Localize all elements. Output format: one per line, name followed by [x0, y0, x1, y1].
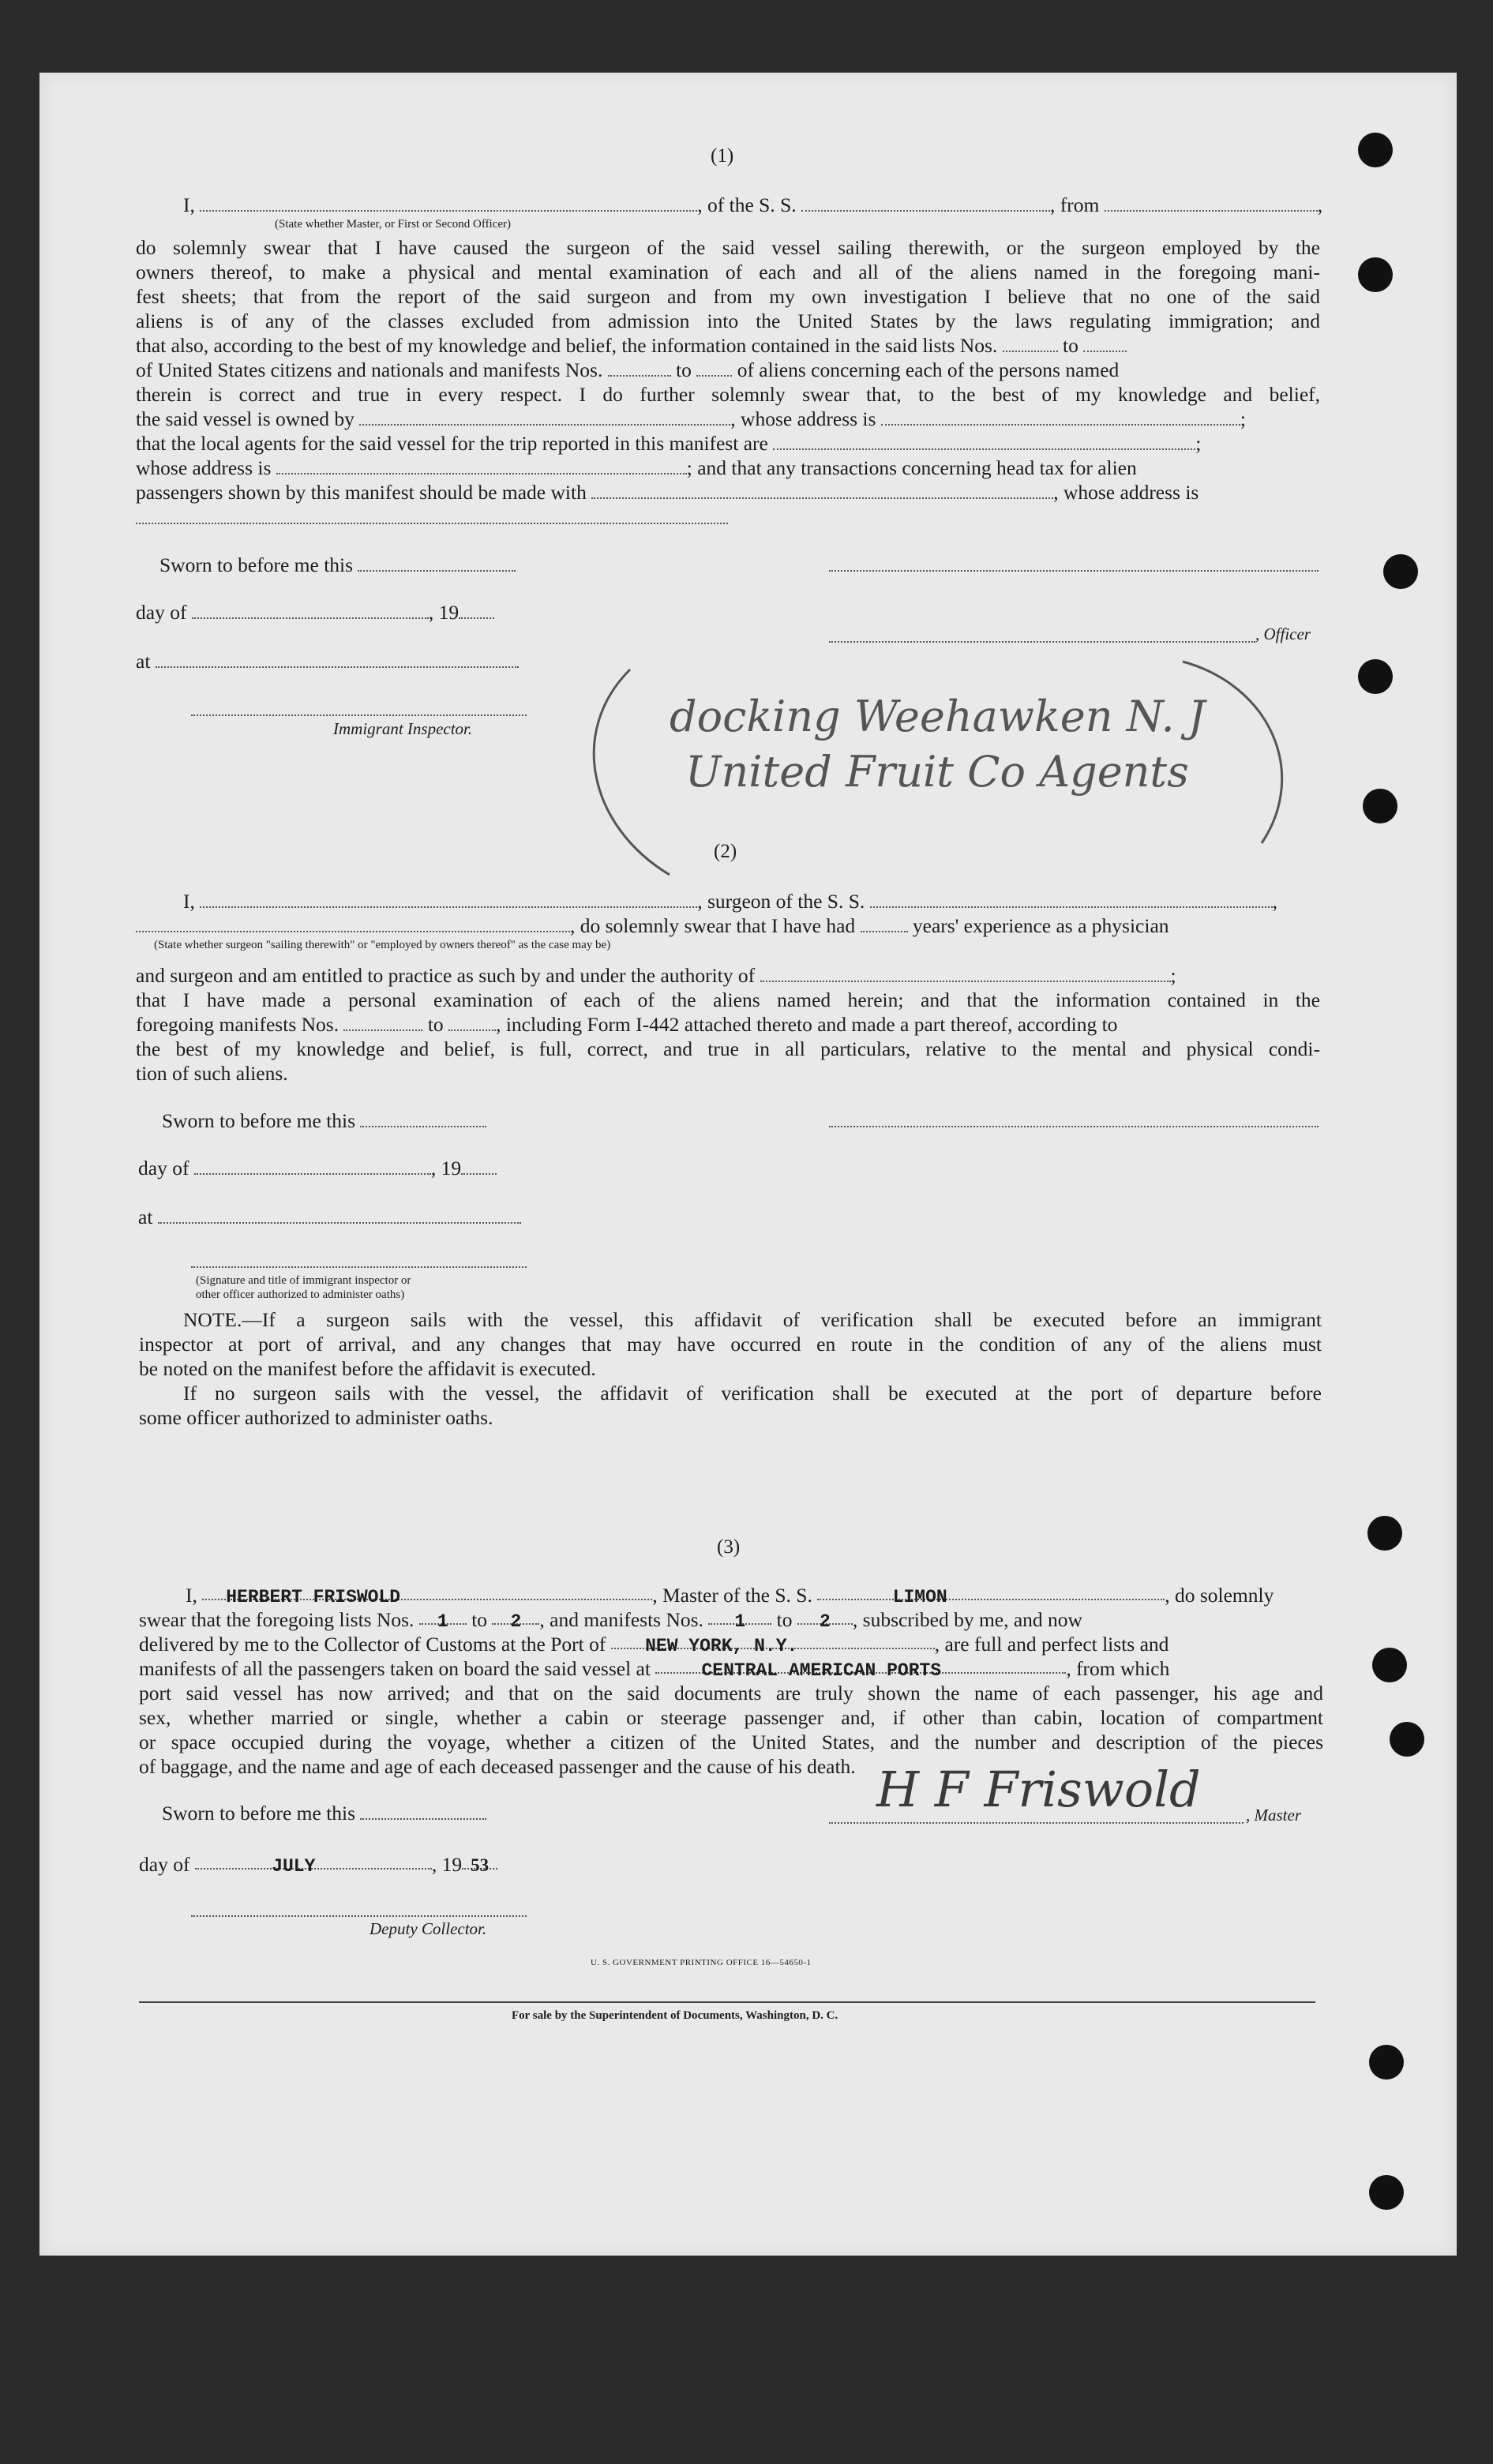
- s2-para-line: the best of my knowledge and belief, is full, correct, and true in all particulars, relative to the mental and physical condi-: [136, 1037, 1320, 1060]
- s1-officer-rule-top: [829, 570, 1319, 572]
- s3-line-2: swear that the foregoing lists Nos. 1 to 2 , and manifests Nos. 1 to 2 , subscribed by me, and now: [139, 1607, 1323, 1632]
- s3-dayof: day of JULY , 19 53: [139, 1852, 497, 1877]
- s1-inspector-rule: [191, 714, 527, 716]
- s2-sig-caption-1: (Signature and title of immigrant inspector or: [196, 1274, 411, 1287]
- list-from-value: 1: [437, 1611, 448, 1632]
- punch-hole: [1358, 257, 1393, 292]
- s3-para-line: sex, whether married or single, whether a cabin or steerage passenger and, if other than cabin, location of compartment: [139, 1706, 1323, 1729]
- deputy-collector-label: Deputy Collector.: [369, 1919, 487, 1938]
- section-1-number: (1): [711, 145, 734, 167]
- s2-para-line: that I have made a personal examination of each of the aliens named herein; and that the information contained in the: [136, 988, 1320, 1011]
- master-name-value: HERBERT FRISWOLD: [226, 1587, 401, 1607]
- s1-para-line: do solemnly swear that I have caused the surgeon of the said vessel sailing therewith, or the surgeon employed by the: [136, 236, 1320, 259]
- punch-hole: [1390, 1722, 1424, 1757]
- s1-para-line: therein is correct and true in every respect. I do further solemnly swear that, to the best of my knowledge and belief,: [136, 383, 1320, 406]
- s3-sworn: Sworn to before me this: [162, 1801, 486, 1825]
- note-line: If no surgeon sails with the vessel, the affidavit of verification shall be executed at the port of departure before: [183, 1382, 1322, 1405]
- master-signature: H F Friswold: [876, 1761, 1201, 1818]
- s2-line-1: I, , surgeon of the S. S. ,: [183, 890, 1278, 913]
- s1-para-line: aliens is of any of the classes excluded from admission into the United States by the laws regulating immigration; and: [136, 309, 1320, 332]
- port-value: NEW YORK, N.Y.: [645, 1636, 798, 1656]
- s1-sworn: Sworn to before me this: [159, 553, 516, 577]
- sale-notice: For sale by the Superintendent of Documents, Washington, D. C.: [512, 2009, 838, 2022]
- note-line: be noted on the manifest before the affidavit is executed.: [139, 1357, 596, 1380]
- s3-para-line: of baggage, and the name and age of each deceased passenger and the cause of his death.: [139, 1755, 856, 1778]
- s1-caption: (State whether Master, or First or Second Officer): [275, 218, 512, 231]
- s2-sig-caption-2: other officer authorized to administer oaths): [196, 1288, 405, 1301]
- master-label: , Master: [1246, 1806, 1301, 1825]
- s1-para-line: whose address is ; and that any transactions concerning head tax for alien: [136, 456, 1137, 479]
- s1-dayof: day of , 19: [136, 600, 494, 624]
- punch-hole: [1358, 659, 1393, 694]
- origin-value: CENTRAL AMERICAN PORTS: [701, 1660, 942, 1681]
- note-line: inspector at port of arrival, and any changes that may have occurred en route in the condition of any of the aliens must: [139, 1333, 1322, 1356]
- s2-at: at: [138, 1205, 521, 1229]
- officer-label: , Officer: [1255, 624, 1311, 643]
- s2-dayof: day of , 19: [138, 1156, 497, 1180]
- s2-caption: (State whether surgeon "sailing therewith" or "employed by owners thereof" as the case may be): [154, 939, 611, 951]
- s1-line-1: I, , of the S. S. , from ,: [183, 193, 1323, 216]
- s1-para-line: owners thereof, to make a physical and mental examination of each and all of the aliens named in the foregoing mani-: [136, 261, 1320, 283]
- s3-para-line: port said vessel has now arrived; and that on the said documents are truly shown the name of each passenger, his age and: [139, 1682, 1323, 1705]
- month-value: JULY: [272, 1856, 316, 1877]
- punch-hole: [1383, 554, 1418, 589]
- immigrant-inspector-label: Immigrant Inspector.: [333, 719, 473, 738]
- punch-hole: [1367, 1516, 1402, 1551]
- s1-para-line: passengers shown by this manifest should be made with , whose address is: [136, 481, 1199, 504]
- s3-line-3: delivered by me to the Collector of Customs at the Port of NEW YORK, N.Y. , are full and perfect lists and: [139, 1632, 1323, 1656]
- manifest-to-value: 2: [819, 1611, 831, 1632]
- section-3-number: (3): [717, 1536, 741, 1558]
- s2-para-line: tion of such aliens.: [136, 1062, 288, 1085]
- s1-at: at: [136, 649, 519, 673]
- note-line: NOTE.—If a surgeon sails with the vessel, this affidavit of verification shall be executed before an immigrant: [183, 1308, 1322, 1331]
- s3-para-line: or space occupied during the voyage, whether a citizen of the United States, and the number and description of the pieces: [139, 1731, 1323, 1753]
- punch-hole: [1363, 789, 1397, 823]
- footer-rule: [139, 2001, 1315, 2003]
- s2-para-line: and surgeon and am entitled to practice as such by and under the authority of ;: [136, 964, 1176, 987]
- punch-hole: [1369, 2175, 1404, 2210]
- section-2-number: (2): [714, 841, 737, 862]
- punch-hole: [1358, 133, 1393, 167]
- s1-para-line: the said vessel is owned by , whose address is ;: [136, 407, 1246, 430]
- year-value: 53: [471, 1855, 490, 1875]
- manifest-from-value: 1: [734, 1611, 746, 1632]
- s3-line-1: I, HERBERT FRISWOLD , Master of the S. S. LIMON , do solemnly: [186, 1583, 1322, 1607]
- s1-address-rule: [136, 523, 728, 524]
- s1-para-line: that the local agents for the said vessel for the trip reported in this manifest are ;: [136, 432, 1202, 455]
- punch-hole: [1369, 2045, 1404, 2080]
- s1-para-line: of United States citizens and nationals and manifests Nos. to of aliens concerning each of the persons named: [136, 358, 1120, 381]
- handwritten-agents-note: United Fruit Co Agents: [685, 747, 1189, 797]
- punch-hole: [1372, 1648, 1407, 1682]
- s3-line-4: manifests of all the passengers taken on board the said vessel at CENTRAL AMERICAN PORTS , from which: [139, 1656, 1323, 1681]
- s2-sworn: Sworn to before me this: [162, 1108, 486, 1133]
- list-to-value: 2: [510, 1611, 522, 1632]
- s2-para-line: foregoing manifests Nos. to , including Form I-442 attached thereto and made a part thereof, according to: [136, 1013, 1118, 1036]
- gpo-imprint: U. S. GOVERNMENT PRINTING OFFICE 16—54650-1: [591, 1958, 812, 1967]
- s3-collector-rule: [191, 1915, 527, 1917]
- s1-para-line: that also, according to the best of my knowledge and belief, the information contained in the said lists Nos. to: [136, 333, 1320, 358]
- s3-master-rule: [829, 1822, 1244, 1824]
- s2-signature-rule: [829, 1126, 1319, 1127]
- s2-inspector-rule: [191, 1266, 527, 1268]
- ship-name-value: LIMON: [892, 1587, 947, 1607]
- s2-line-2: , do solemnly swear that I have had years' experience as a physician: [136, 913, 1320, 938]
- s1-para-line: fest sheets; that from the report of the said surgeon and from my own investigation I believe that no one of the said: [136, 285, 1320, 308]
- handwritten-docking-note: docking Weehawken N. J: [670, 692, 1206, 741]
- note-line: some officer authorized to administer oaths.: [139, 1406, 493, 1429]
